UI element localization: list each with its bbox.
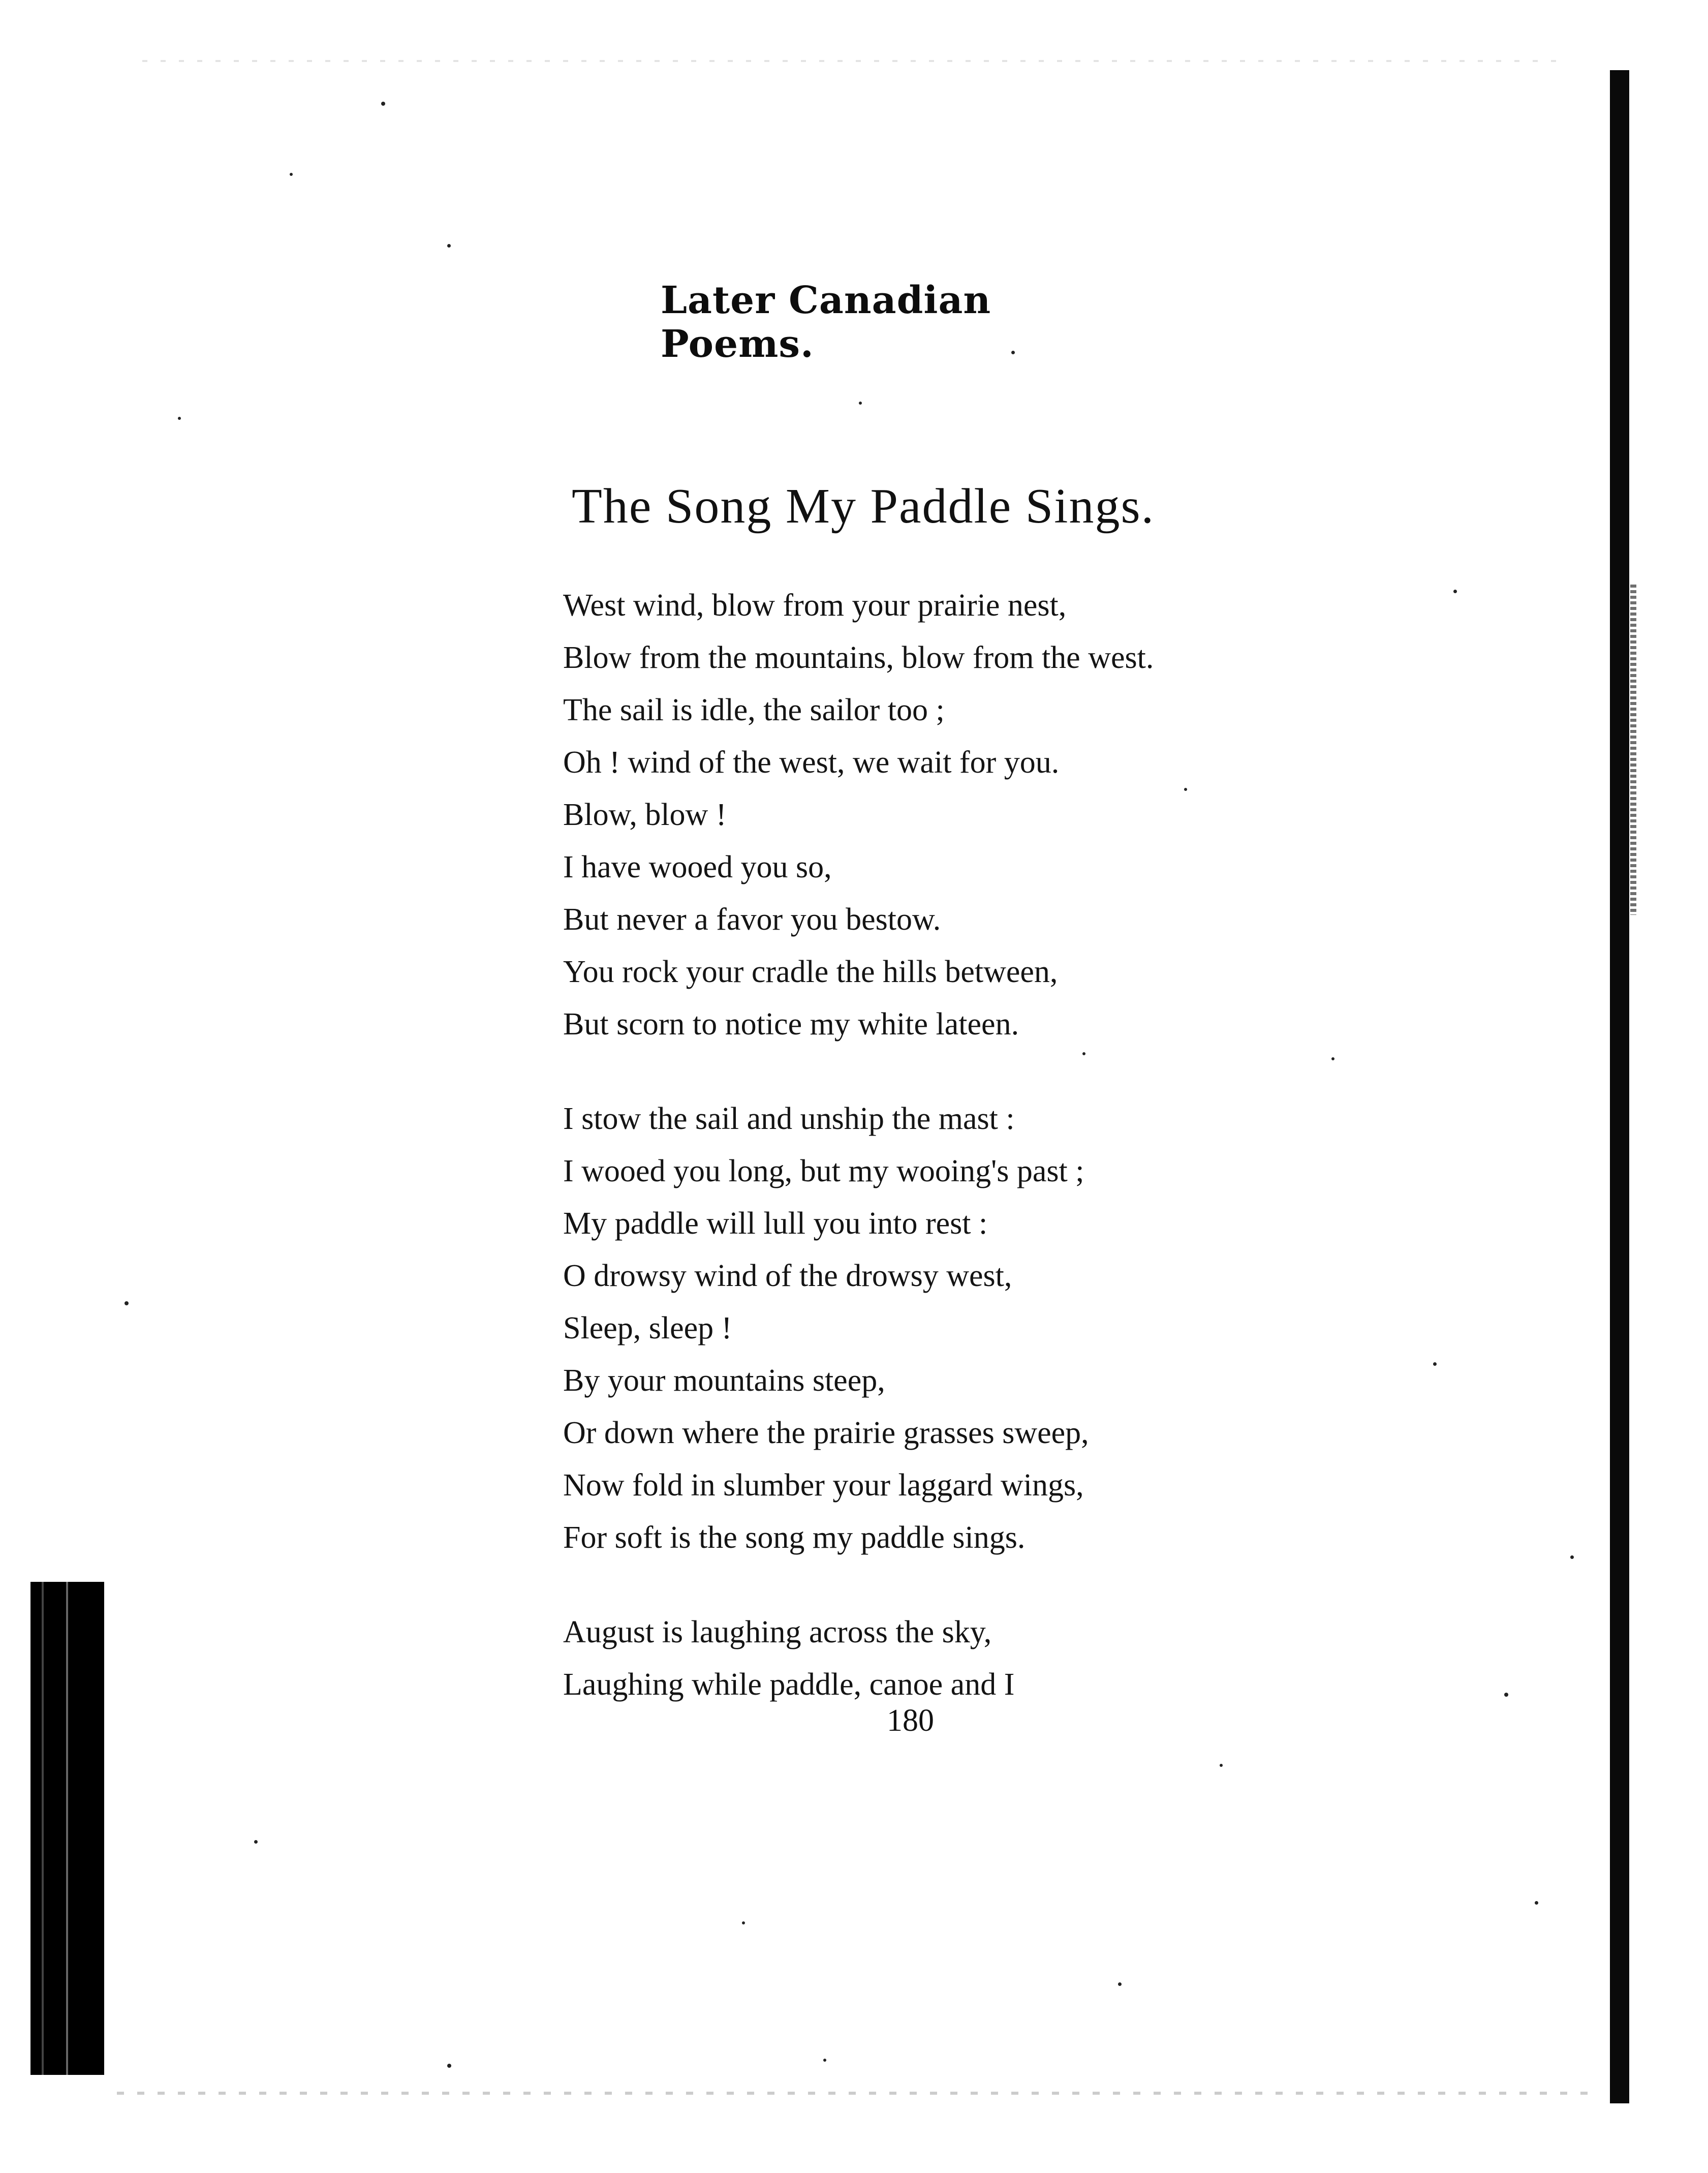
stanza-break: [563, 1051, 1366, 1093]
poem-line: Now fold in slumber your laggard wings,: [563, 1468, 1084, 1503]
stanza-break: [563, 1564, 1366, 1606]
poem-line: August is laughing across the sky,: [563, 1615, 992, 1649]
poem-line: I stow the sail and unship the mast :: [563, 1101, 1015, 1136]
poem-line: My paddle will lull you into rest :: [563, 1206, 988, 1241]
poem-line: Oh ! wind of the west, we wait for you.: [563, 745, 1060, 780]
poem-line: O drowsy wind of the drowsy west,: [563, 1259, 1012, 1293]
poem-line: Or down where the prairie grasses sweep,: [563, 1416, 1089, 1450]
poem-line: West wind, blow from your prairie nest,: [563, 588, 1067, 623]
page-number: 180: [887, 1703, 934, 1738]
scan-noise-bottom: [117, 2092, 1591, 2095]
running-header: Later Canadian Poems.: [661, 279, 991, 366]
poem-line: For soft is the song my paddle sings.: [563, 1520, 1026, 1555]
page-binding-shadow-left: [30, 1582, 104, 2075]
page-edge-texture: [1630, 585, 1636, 915]
page-binding-shadow-right: [1610, 70, 1629, 2103]
stanza: [563, 1606, 1366, 1711]
poem-line: Laughing while paddle, canoe and I: [563, 1667, 1015, 1702]
stanza: [563, 1093, 1366, 1564]
poem-line: Blow from the mountains, blow from the west.: [563, 640, 1154, 675]
poem-line: I have wooed you so,: [563, 850, 832, 884]
poem-line: I wooed you long, but my wooing's past ;: [563, 1154, 1084, 1188]
stanza: [563, 579, 1366, 1051]
poem-line: Blow, blow !: [563, 798, 727, 832]
poem-line: But never a favor you bestow.: [563, 902, 941, 937]
poem-line: But scorn to notice my white lateen.: [563, 1007, 1019, 1042]
poem-line: You rock your cradle the hills between,: [563, 955, 1058, 989]
poem-title: The Song My Paddle Sings.: [572, 479, 1155, 534]
poem-body: [563, 579, 1366, 1711]
poem-line: By your mountains steep,: [563, 1363, 885, 1398]
poem-line: The sail is idle, the sailor too ;: [563, 693, 945, 727]
scan-noise-top: [142, 60, 1565, 62]
poem-line: Sleep, sleep !: [563, 1311, 732, 1345]
